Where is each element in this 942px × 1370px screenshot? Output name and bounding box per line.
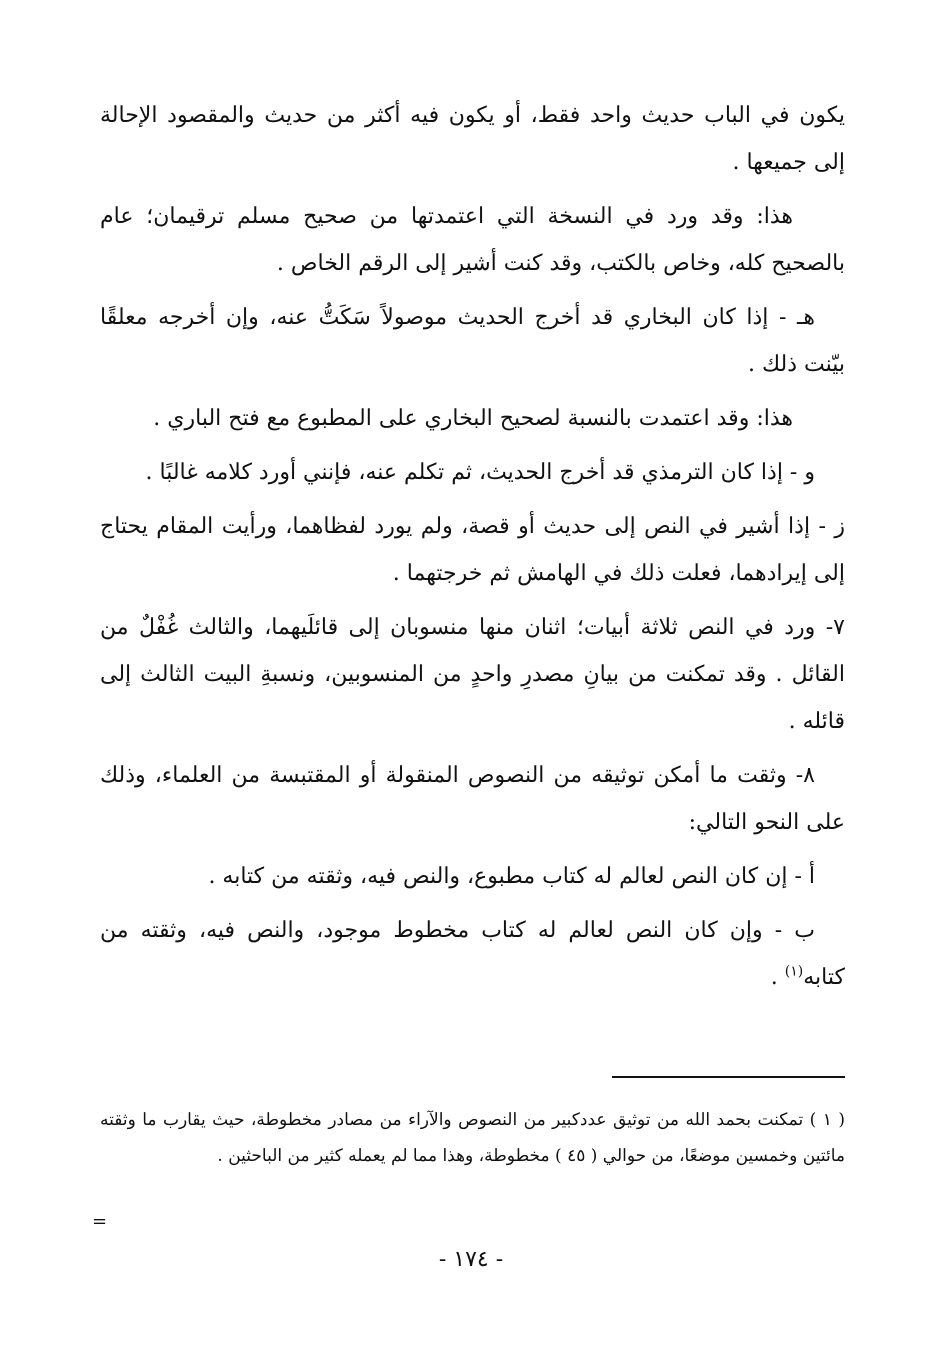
paragraph-item-a: أ - إن كان النص لعالم له كتاب مطبوع، والنص فيه، وثقته من كتابه . — [208, 864, 815, 889]
page-number: - ١٧٤ - — [438, 1247, 504, 1272]
continuation-marker: = — [92, 1211, 108, 1232]
paragraph-item-w: و - إذا كان الترمذي قد أخرج الحديث، ثم تكلم عنه، فإنني أورد كلامه غالبًا . — [145, 460, 815, 485]
footnote: ( ١ ) تمكنت بحمد الله من توثيق عددكبير من النصوص والآراء من مصادر مخطوطة، حيث يقارب ما وثقته مائتين وخمسين موضعًا، من حوالي ( ٤٥ ) مخطوطة، وهذا مما لم يعمله كثير من الباحثين . — [100, 1110, 845, 1166]
paragraph-continuation: يكون في الباب حديث واحد فقط، أو يكون فيه أكثر من حديث والمقصود الإحالة إلى جميعها . — [100, 103, 845, 175]
footnote-separator — [612, 1076, 845, 1078]
paragraph-item-h: هـ - إذا كان البخاري قد أخرج الحديث موصولاً سَكَتُّ عنه، وإن أخرجه معلقًا بيّنت ذلك . — [100, 305, 845, 377]
footnote-reference: (١) — [784, 963, 804, 980]
paragraph-numbering-note: هذا: وقد ورد في النسخة التي اعتمدتها من صحيح مسلم ترقيمان؛ عام بالصحيح كله، وخاص بالكتب، وقد كنت أشير إلى الرقم الخاص . — [100, 204, 845, 276]
paragraph-item-z: ز - إذا أشير في النص إلى حديث أو قصة، ولم يورد لفظاهما، ورأيت المقام يحتاج إلى إيرادهما، فعلت ذلك في الهامش ثم خرجتهما . — [100, 514, 845, 586]
paragraph-item-b — [100, 907, 845, 1001]
paragraph-point-8: ٨- وثقت ما أمكن توثيقه من النصوص المنقولة أو المقتبسة من العلماء، وذلك على النحو التالي: — [100, 763, 845, 835]
paragraph-item-b-text: ب - وإن كان النص لعالم له كتاب مخطوط موجود، والنص فيه، وثقته من كتابه — [100, 918, 845, 990]
paragraph-point-7: ٧- ورد في النص ثلاثة أبيات؛ اثنان منها منسوبان إلى قائلَيهما، والثالث غُفْلٌ من القائل . وقد تمكنت من بيانِ مصدرِ واحدٍ من المنسوبين، ونسبةِ البيت الثالث إلى قائله . — [100, 615, 845, 734]
main-text — [100, 92, 845, 1008]
paragraph-item-b-end: . — [770, 965, 785, 990]
paragraph-bukhari-note: هذا: وقد اعتمدت بالنسبة لصحيح البخاري على المطبوع مع فتح الباري . — [153, 406, 793, 431]
